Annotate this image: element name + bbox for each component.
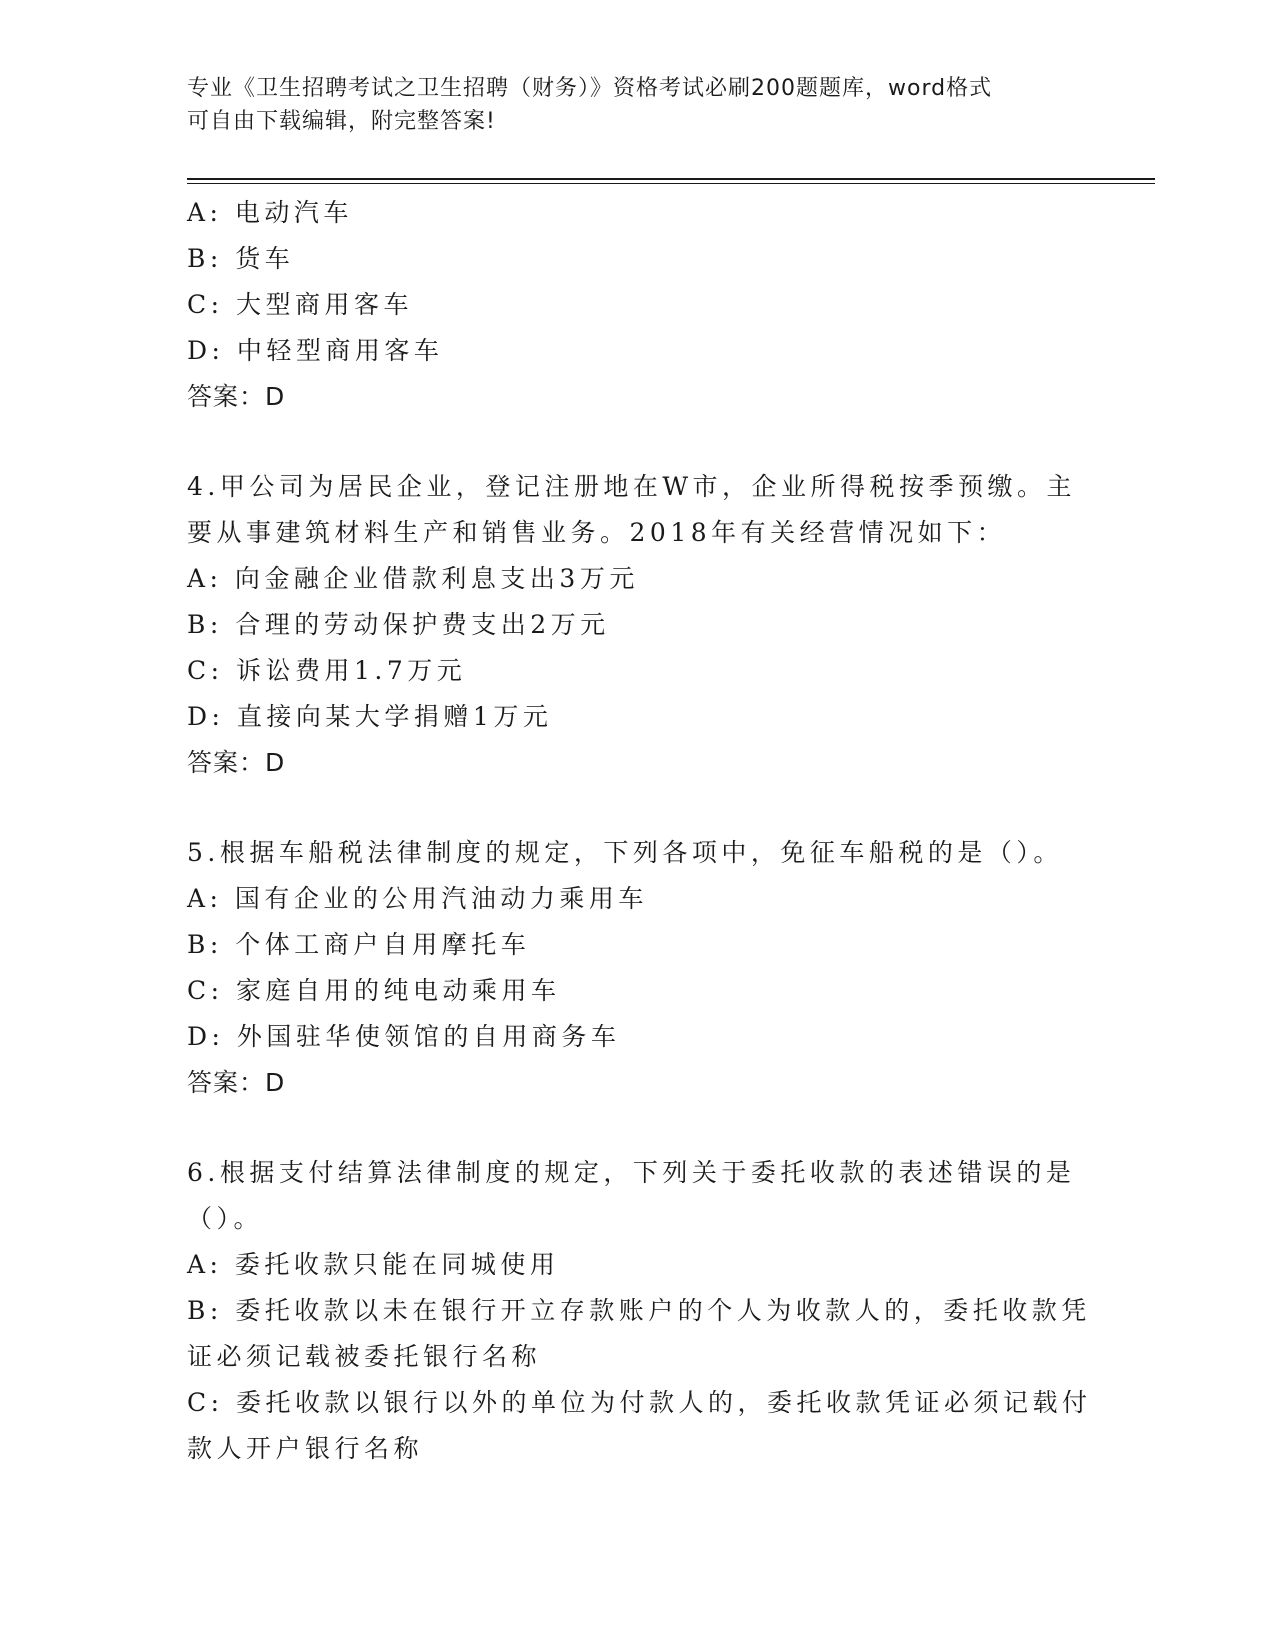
q4-option-d: D: 直接向某大学捐赠1万元 xyxy=(187,702,553,731)
q6-option-a: A: 委托收款只能在同城使用 xyxy=(187,1250,560,1279)
q3-answer: 答案：D xyxy=(187,382,286,411)
q4-option-b: B: 合理的劳动保护费支出2万元 xyxy=(187,610,610,639)
spacer xyxy=(187,1106,1087,1150)
q4-stem-line-1: 4.甲公司为居民企业，登记注册地在W市，企业所得税按季预缴。主 xyxy=(187,472,1077,501)
q4-option-a: A: 向金融企业借款利息支出3万元 xyxy=(187,564,639,593)
q4-stem-line-2: 要从事建筑材料生产和销售业务。2018年有关经营情况如下： xyxy=(187,518,1007,547)
question-6 xyxy=(187,1150,1092,1472)
q5-option-a: A: 国有企业的公用汽油动力乘用车 xyxy=(187,884,648,913)
question-3 xyxy=(187,190,1087,420)
q6-stem-line-2: （）。 xyxy=(187,1204,264,1233)
question-4 xyxy=(187,464,1087,786)
q6-option-c-line-2: 款人开户银行名称 xyxy=(187,1434,424,1463)
document-header xyxy=(187,72,1067,138)
q3-option-c: C: 大型商用客车 xyxy=(187,290,413,319)
q6-option-c-line-1: C: 委托收款以银行以外的单位为付款人的，委托收款凭证必须记载付 xyxy=(187,1388,1092,1417)
header-title-line-2: 可自由下载编辑，附完整答案! xyxy=(187,109,496,134)
header-divider-thick xyxy=(187,178,1155,180)
q4-answer: 答案：D xyxy=(187,748,286,777)
question-5 xyxy=(187,830,1087,1106)
header-title-line-1: 专业《卫生招聘考试之卫生招聘（财务）》资格考试必刷200题题库，word格式 xyxy=(187,76,993,101)
q6-option-b-line-2: 证必须记载被委托银行名称 xyxy=(187,1342,542,1371)
q5-stem: 5.根据车船税法律制度的规定，下列各项中，免征车船税的是（）。 xyxy=(187,838,1063,867)
document-body xyxy=(187,190,1092,1472)
q3-option-b: B: 货车 xyxy=(187,244,295,273)
q6-option-b-line-1: B: 委托收款以未在银行开立存款账户的个人为收款人的，委托收款凭 xyxy=(187,1296,1091,1325)
q5-answer: 答案：D xyxy=(187,1068,286,1097)
q3-option-a: A: 电动汽车 xyxy=(187,198,353,227)
q5-option-c: C: 家庭自用的纯电动乘用车 xyxy=(187,976,561,1005)
spacer xyxy=(187,786,1087,830)
q6-stem-line-1: 6.根据支付结算法律制度的规定，下列关于委托收款的表述错误的是 xyxy=(187,1158,1076,1187)
q5-option-d: D: 外国驻华使领馆的自用商务车 xyxy=(187,1022,621,1051)
q3-option-d: D: 中轻型商用客车 xyxy=(187,336,444,365)
header-divider-thin xyxy=(187,183,1155,184)
spacer xyxy=(187,420,1087,464)
q4-option-c: C: 诉讼费用1.7万元 xyxy=(187,656,467,685)
q5-option-b: B: 个体工商户自用摩托车 xyxy=(187,930,531,959)
